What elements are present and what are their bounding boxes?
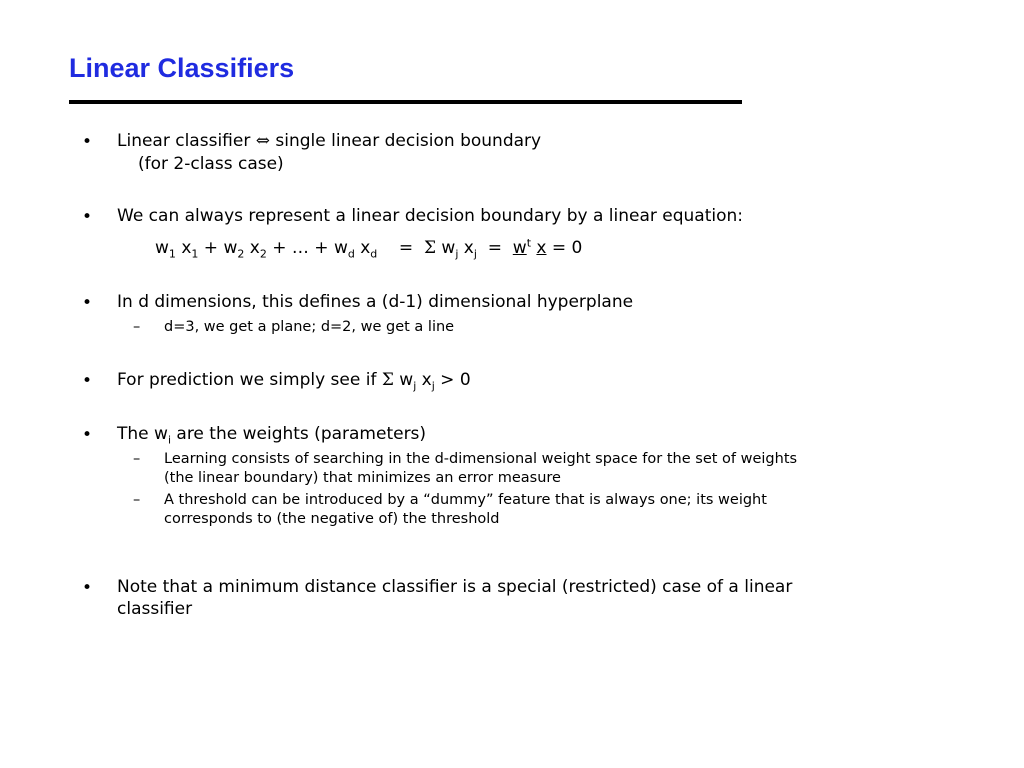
- bullet-1-text: [117, 132, 541, 152]
- linear-equation: $w_1$ $x_1 + w_2$ $x_2$ + … + $w_d$ $x_d$ = Σ $w_j$ $x_j = w^t$ x = 0: [155, 236, 583, 261]
- bullet-1-pre: Linear classifier: [117, 131, 256, 151]
- bullet-5-sub-1-line-2: (the linear boundary) that minimizes an error measure: [164, 470, 561, 486]
- bullet-5-sub-2-line-2: corresponds to (the negative of) the threshold: [164, 511, 500, 527]
- bullet-marker: •: [82, 132, 93, 152]
- bullet-marker: •: [82, 207, 93, 227]
- bullet-marker: •: [82, 293, 93, 313]
- bullet-marker: •: [82, 371, 93, 391]
- sub-bullet-marker: –: [133, 451, 141, 467]
- bullet-4-text: For prediction we simply see if Σ $w_j$ $x_j > 0$: [117, 370, 471, 393]
- bullet-6-line-1: Note that a minimum distance classifier is a special (restricted) case of a linear: [117, 577, 793, 597]
- sigma-symbol: Σ: [381, 370, 394, 390]
- bullet-5-sub-2-line-1: A threshold can be introduced by a “dummy” feature that is always one; its weight: [164, 492, 767, 508]
- sub-bullet-marker: –: [133, 319, 141, 335]
- bullet-5-text: The $w_i$ are the weights (parameters): [117, 424, 427, 447]
- bullet-3-sub: d=3, we get a plane; d=2, we get a line: [164, 319, 455, 335]
- slide-title: Linear Classifiers: [69, 53, 295, 83]
- bullet-marker: •: [82, 578, 93, 598]
- bullet-marker: •: [82, 425, 93, 445]
- bullet-2-text: We can always represent a linear decision boundary by a linear equation:: [117, 206, 743, 226]
- title-underline: [69, 100, 742, 104]
- bullet-1-post: single linear decision boundary: [269, 131, 542, 151]
- sigma-symbol: Σ: [423, 238, 436, 258]
- bullet-3-text: In d dimensions, this defines a (d-1) dimensional hyperplane: [117, 292, 634, 312]
- sub-bullet-marker: –: [133, 492, 141, 508]
- double-arrow-icon: ⇔: [255, 131, 270, 151]
- bullet-6-line-2: classifier: [117, 599, 193, 619]
- bullet-1-continuation: (for 2-class case): [138, 154, 284, 174]
- bullet-5-sub-1-line-1: Learning consists of searching in the d-dimensional weight space for the set of weights: [164, 451, 798, 467]
